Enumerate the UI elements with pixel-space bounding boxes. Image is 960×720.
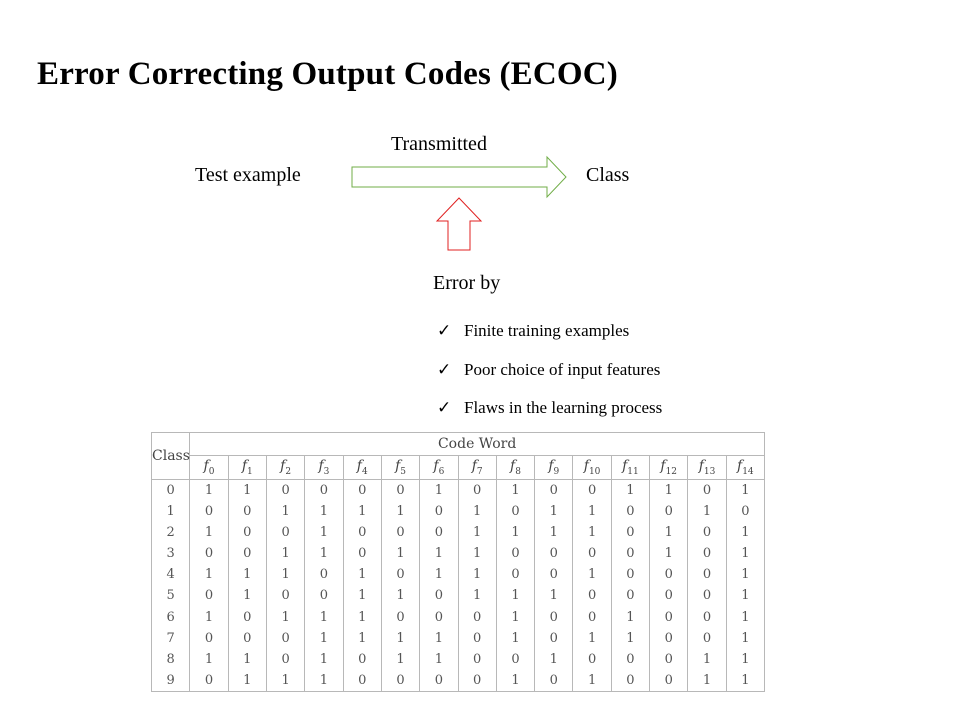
bit-cell: 1: [573, 670, 611, 692]
bit-cell: 1: [726, 543, 764, 564]
bit-cell: 0: [381, 564, 419, 585]
bit-cell: 0: [611, 501, 649, 522]
bit-cell: 1: [726, 628, 764, 649]
bit-cell: 1: [420, 649, 458, 670]
bit-cell: 1: [688, 670, 726, 692]
table-row: [152, 522, 765, 543]
table-row: [152, 607, 765, 628]
bit-cell: 0: [190, 585, 228, 606]
feature-header: $f_9$: [535, 456, 573, 480]
bit-cell: 0: [343, 649, 381, 670]
diagram-arrows: [0, 0, 960, 300]
bit-cell: 0: [305, 480, 343, 502]
bit-cell: 1: [420, 628, 458, 649]
bit-cell: 0: [535, 670, 573, 692]
bit-cell: 1: [496, 628, 534, 649]
bit-cell: 1: [343, 607, 381, 628]
transmitted-label: Transmitted: [391, 133, 487, 155]
bit-cell: 0: [496, 543, 534, 564]
class-cell: 7: [152, 628, 190, 649]
bit-cell: 0: [343, 543, 381, 564]
feature-header: $f_{11}$: [611, 456, 649, 480]
bit-cell: 0: [650, 607, 688, 628]
bit-cell: 0: [650, 649, 688, 670]
code-word-header: Code Word: [190, 433, 765, 456]
bit-cell: 0: [650, 564, 688, 585]
bit-cell: 0: [305, 564, 343, 585]
bit-cell: 1: [688, 649, 726, 670]
bit-cell: 1: [458, 522, 496, 543]
bit-cell: 1: [190, 480, 228, 502]
bit-cell: 0: [535, 480, 573, 502]
bit-cell: 0: [266, 522, 304, 543]
bit-cell: 0: [381, 522, 419, 543]
bit-cell: 0: [381, 480, 419, 502]
bit-cell: 1: [420, 480, 458, 502]
bit-cell: 1: [266, 670, 304, 692]
checkmark-icon: ✓: [437, 321, 452, 341]
class-cell: 6: [152, 607, 190, 628]
bit-cell: 1: [190, 522, 228, 543]
bit-cell: 1: [305, 522, 343, 543]
bit-cell: 0: [190, 628, 228, 649]
bit-cell: 0: [496, 649, 534, 670]
bit-cell: 1: [343, 585, 381, 606]
test-example-label: Test example: [195, 164, 301, 186]
checkmark-icon: ✓: [437, 359, 452, 379]
bit-cell: 0: [688, 480, 726, 502]
bit-cell: 0: [611, 649, 649, 670]
error-item: [437, 389, 662, 428]
feature-header: $f_6$: [420, 456, 458, 480]
error-item: [437, 351, 662, 390]
bit-cell: 1: [458, 543, 496, 564]
class-column-header: Class: [152, 433, 190, 480]
bit-cell: 1: [535, 649, 573, 670]
bit-cell: 0: [190, 501, 228, 522]
bit-cell: 1: [726, 585, 764, 606]
bit-cell: 0: [688, 543, 726, 564]
feature-header: $f_1$: [228, 456, 266, 480]
bit-cell: 0: [343, 522, 381, 543]
bit-cell: 1: [381, 543, 419, 564]
feature-header: $f_{14}$: [726, 456, 764, 480]
transmission-arrow: [352, 157, 566, 197]
error-item-text: Finite training examples: [464, 321, 630, 341]
bit-cell: 1: [650, 480, 688, 502]
bit-cell: 1: [343, 564, 381, 585]
bit-cell: 0: [228, 543, 266, 564]
bit-cell: 0: [573, 607, 611, 628]
bit-cell: 0: [535, 564, 573, 585]
bit-cell: 0: [458, 628, 496, 649]
bit-cell: 1: [726, 607, 764, 628]
bit-cell: 0: [650, 670, 688, 692]
error-list: [437, 312, 662, 428]
bit-cell: 1: [535, 522, 573, 543]
bit-cell: 1: [228, 480, 266, 502]
bit-cell: 1: [573, 522, 611, 543]
bit-cell: 0: [381, 670, 419, 692]
bit-cell: 0: [343, 670, 381, 692]
bit-cell: 1: [305, 670, 343, 692]
bit-cell: 1: [381, 501, 419, 522]
table-row: [152, 670, 765, 692]
bit-cell: 0: [458, 607, 496, 628]
bit-cell: 0: [228, 522, 266, 543]
bit-cell: 0: [458, 480, 496, 502]
bit-cell: 0: [688, 585, 726, 606]
bit-cell: 0: [726, 501, 764, 522]
error-item-text: Flaws in the learning process: [464, 398, 663, 418]
bit-cell: 0: [190, 670, 228, 692]
error-item: [437, 312, 662, 351]
bit-cell: 1: [190, 564, 228, 585]
bit-cell: 1: [458, 564, 496, 585]
bit-cell: 0: [458, 649, 496, 670]
bit-cell: 1: [228, 564, 266, 585]
bit-cell: 1: [726, 670, 764, 692]
feature-header: $f_3$: [305, 456, 343, 480]
feature-header: $f_8$: [496, 456, 534, 480]
class-cell: 2: [152, 522, 190, 543]
feature-header: $f_7$: [458, 456, 496, 480]
bit-cell: 1: [650, 522, 688, 543]
bit-cell: 1: [190, 607, 228, 628]
bit-cell: 0: [381, 607, 419, 628]
feature-header: $f_4$: [343, 456, 381, 480]
bit-cell: 1: [305, 628, 343, 649]
bit-cell: 1: [381, 649, 419, 670]
table-row: [152, 564, 765, 585]
bit-cell: 0: [611, 670, 649, 692]
code-word-table: [151, 432, 765, 692]
bit-cell: 0: [458, 670, 496, 692]
bit-cell: 0: [535, 628, 573, 649]
bit-cell: 1: [458, 585, 496, 606]
bit-cell: 0: [420, 607, 458, 628]
class-cell: 3: [152, 543, 190, 564]
class-cell: 1: [152, 501, 190, 522]
bit-cell: 0: [228, 628, 266, 649]
bit-cell: 0: [650, 501, 688, 522]
bit-cell: 0: [420, 501, 458, 522]
bit-cell: 1: [573, 564, 611, 585]
bit-cell: 0: [266, 480, 304, 502]
feature-header: $f_0$: [190, 456, 228, 480]
bit-cell: 1: [343, 628, 381, 649]
bit-cell: 1: [496, 607, 534, 628]
bit-cell: 0: [228, 607, 266, 628]
bit-cell: 0: [573, 585, 611, 606]
bit-cell: 1: [305, 501, 343, 522]
slide-title: Error Correcting Output Codes (ECOC): [37, 56, 618, 92]
bit-cell: 1: [305, 649, 343, 670]
bit-cell: 1: [343, 501, 381, 522]
bit-cell: 0: [650, 628, 688, 649]
bit-cell: 1: [266, 564, 304, 585]
bit-cell: 0: [228, 501, 266, 522]
bit-cell: 1: [650, 543, 688, 564]
bit-cell: 0: [420, 585, 458, 606]
bit-cell: 1: [420, 543, 458, 564]
bit-cell: 1: [266, 607, 304, 628]
feature-header: $f_{12}$: [650, 456, 688, 480]
bit-cell: 1: [228, 670, 266, 692]
bit-cell: 1: [266, 501, 304, 522]
error-item-text: Poor choice of input features: [464, 359, 661, 379]
bit-cell: 0: [305, 585, 343, 606]
bit-cell: 0: [266, 585, 304, 606]
table-row: [152, 480, 765, 502]
bit-cell: 0: [266, 649, 304, 670]
table-row: [152, 649, 765, 670]
bit-cell: 1: [266, 543, 304, 564]
bit-cell: 0: [535, 607, 573, 628]
class-cell: 8: [152, 649, 190, 670]
bit-cell: 1: [190, 649, 228, 670]
feature-header: $f_{13}$: [688, 456, 726, 480]
bit-cell: 0: [611, 543, 649, 564]
table-row: [152, 501, 765, 522]
bit-cell: 0: [688, 564, 726, 585]
bit-cell: 1: [535, 585, 573, 606]
class-cell: 0: [152, 480, 190, 502]
bit-cell: 0: [650, 585, 688, 606]
bit-cell: 0: [420, 670, 458, 692]
bit-cell: 1: [458, 501, 496, 522]
class-cell: 4: [152, 564, 190, 585]
bit-cell: 0: [573, 480, 611, 502]
bit-cell: 1: [228, 585, 266, 606]
bit-cell: 0: [688, 522, 726, 543]
bit-cell: 1: [496, 522, 534, 543]
bit-cell: 0: [535, 543, 573, 564]
feature-header: $f_2$: [266, 456, 304, 480]
bit-cell: 1: [611, 480, 649, 502]
table-row: [152, 628, 765, 649]
bit-cell: 1: [611, 607, 649, 628]
bit-cell: 0: [343, 480, 381, 502]
bit-cell: 1: [726, 480, 764, 502]
bit-cell: 0: [420, 522, 458, 543]
bit-cell: 0: [611, 564, 649, 585]
bit-cell: 1: [496, 480, 534, 502]
bit-cell: 1: [573, 628, 611, 649]
bit-cell: 0: [573, 649, 611, 670]
table-row: [152, 543, 765, 564]
bit-cell: 0: [688, 628, 726, 649]
class-cell: 9: [152, 670, 190, 692]
bit-cell: 1: [573, 501, 611, 522]
bit-cell: 1: [381, 585, 419, 606]
bit-cell: 1: [228, 649, 266, 670]
bit-cell: 1: [305, 543, 343, 564]
bit-cell: 1: [305, 607, 343, 628]
class-cell: 5: [152, 585, 190, 606]
error-heading: Error by: [433, 272, 501, 294]
feature-header: $f_{10}$: [573, 456, 611, 480]
feature-header: $f_5$: [381, 456, 419, 480]
bit-cell: 0: [573, 543, 611, 564]
class-label: Class: [586, 164, 630, 186]
bit-cell: 1: [420, 564, 458, 585]
bit-cell: 1: [496, 585, 534, 606]
bit-cell: 1: [611, 628, 649, 649]
bit-cell: 0: [611, 522, 649, 543]
bit-cell: 0: [496, 564, 534, 585]
bit-cell: 1: [726, 564, 764, 585]
bit-cell: 0: [190, 543, 228, 564]
table-row: [152, 585, 765, 606]
bit-cell: 1: [726, 522, 764, 543]
bit-cell: 1: [535, 501, 573, 522]
bit-cell: 0: [611, 585, 649, 606]
bit-cell: 1: [688, 501, 726, 522]
bit-cell: 1: [381, 628, 419, 649]
bit-cell: 0: [688, 607, 726, 628]
bit-cell: 1: [726, 649, 764, 670]
error-arrow: [437, 198, 481, 250]
bit-cell: 1: [496, 670, 534, 692]
bit-cell: 0: [266, 628, 304, 649]
bit-cell: 0: [496, 501, 534, 522]
checkmark-icon: ✓: [437, 398, 452, 418]
